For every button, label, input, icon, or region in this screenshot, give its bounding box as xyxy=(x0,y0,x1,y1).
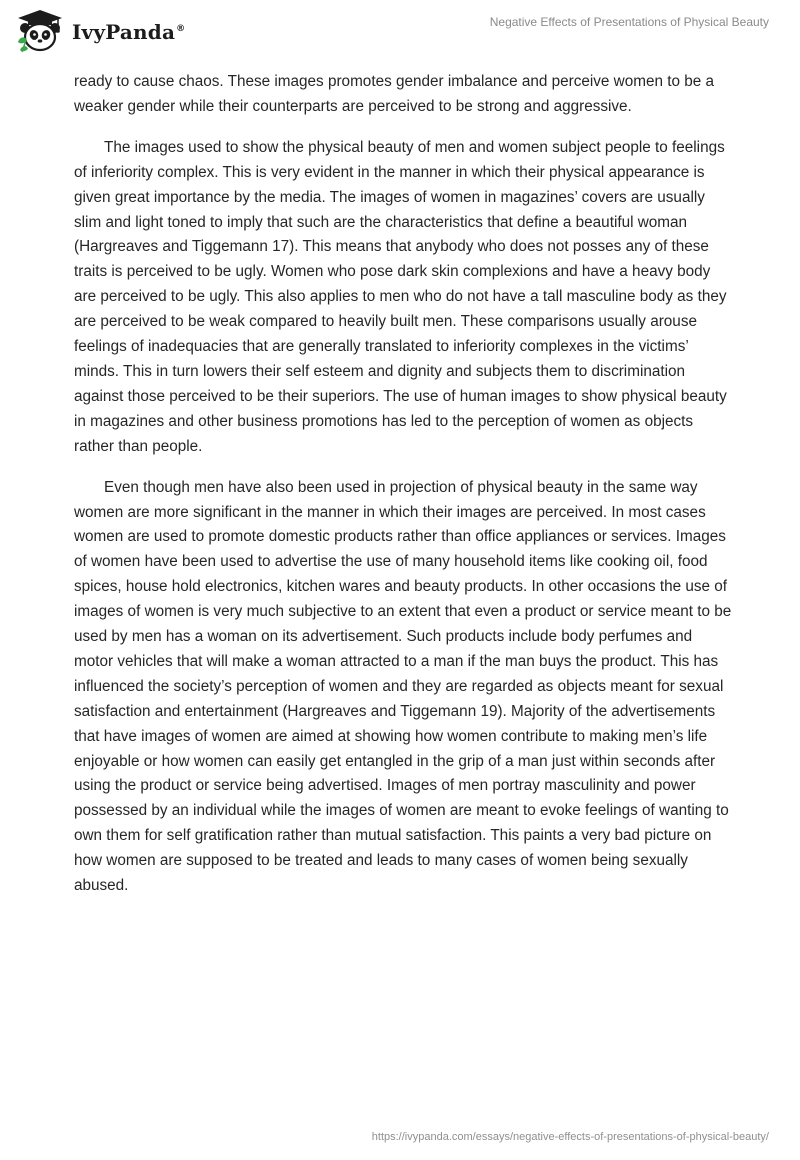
paragraph-3: Even though men have also been used in projection of physical beauty in the same way women are more significant in the manner in which their images are perceived. In most cases women are used to promote domestic products rather than office appliances or services. Images of women have been used to advertise the use of many household items like cooking oil, food spices, house hold electronics, kitchen wares and beauty products. In other occasions the use of images of women is very much subjective to an extent that even a product or service meant to be used by men has a woman on its advertisement. Such products include body perfumes and motor vehicles that will make a woman attracted to a man if the man buys the product. This has influenced the society’s perception of women and they are regarded as objects meant for sexual satisfaction and entertainment (Hargreaves and Tiggemann 19). Majority of the advertisements that have images of women are aimed at showing how women contribute to making men’s life enjoyable or how women can easily get entangled in the grip of a man just within seconds after using the product or service being advertised. Images of men portray masculinity and power possessed by an individual while the images of women are meant to evoke feelings of wanting to own them for self gratification rather than mutual satisfaction. This paints a very bad picture on how women are supposed to be treated and leads to many cases of women being sexually abused. xyxy=(74,478,732,895)
logo-wordmark: IvyPanda® xyxy=(72,20,186,44)
source-url[interactable]: https://ivypanda.com/essays/negative-effects-of-presentations-of-physical-beauty/ xyxy=(371,1131,769,1143)
ivypanda-logo[interactable] xyxy=(14,8,185,54)
paragraph-1: ready to cause chaos. These images promotes gender imbalance and perceive women to be a weaker gender while their counterparts are perceived to be strong and aggressive. xyxy=(74,73,715,115)
registered-mark: ® xyxy=(176,24,186,35)
essay-body xyxy=(74,70,734,915)
paragraph-2: The images used to show the physical beauty of men and women subject people to feelings of inferiority complex. This is very evident in the manner in which their physical appearance is given great importance by the media. The images of women in magazines’ covers are usually slim and light toned to imply that such are the characteristics that define a beautiful woman (Hargreaves and Tiggemann 17). This means that anybody who does not posses any of these traits is perceived to be ugly. Women who pose dark skin complexions and have a heavy body are perceived to be ugly. This also applies to men who do not have a tall masculine body as they are perceived to be weak compared to heavily built men. These comparisons usually arouse feelings of inadequacies that are generally translated to inferiority complexes in the victims’ minds. This in turn lowers their self esteem and dignity and subjects them to discrimination against those perceived to be their superiors. The use of human images to show physical beauty in magazines and other business promotions has led to the perception of women as objects rather than people. xyxy=(74,138,727,455)
document-title: Negative Effects of Presentations of Physical Beauty xyxy=(489,15,769,29)
panda-graduate-icon xyxy=(14,8,66,54)
page-header xyxy=(0,0,800,64)
